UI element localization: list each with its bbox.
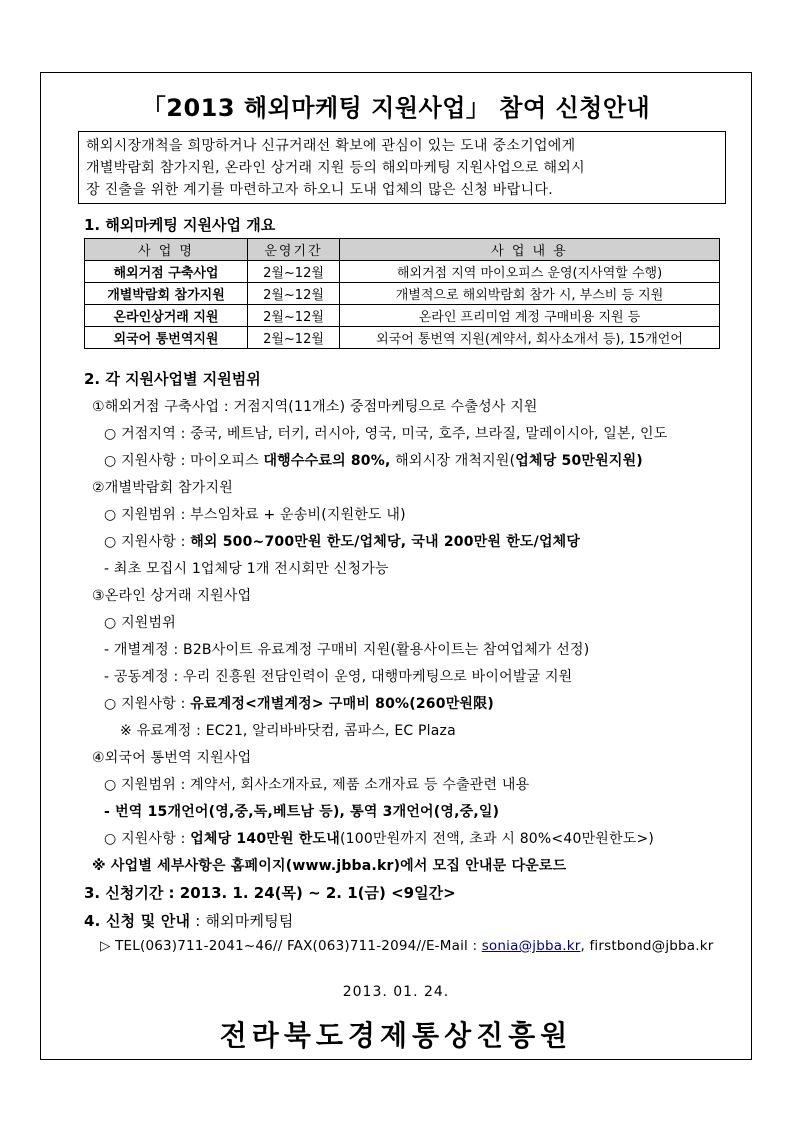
detail-line: - 번역 15개언어(영,중,독,베트남 등), 통역 3개언어(영,중,일) [104, 804, 500, 820]
program-content: 외국어 통번역 지원(계약서, 회사소개서 등), 15개언어 [340, 327, 720, 349]
detail-line [104, 828, 654, 848]
text-span: 해외시장 개척지원( [390, 453, 516, 469]
program-name: 해외거점 구축사업 [85, 261, 248, 283]
text-span: ○ 지원사항 : [104, 534, 191, 550]
intro-line: 장 진출을 위한 계기를 마련하고자 하오니 도내 업체의 많은 신청 바랍니다. [86, 182, 553, 198]
detail-line [104, 693, 494, 713]
program-name: 외국어 통번역지원 [85, 327, 248, 349]
program-content: 해외거점 지역 마이오피스 운영(지사역할 수행) [340, 261, 720, 283]
program-content: 온라인 프리미엄 계정 구매비용 지원 등 [340, 305, 720, 327]
section2-heading: 2. 각 지원사업별 지원범위 [84, 370, 261, 388]
column-header: 사 업 내 용 [340, 239, 720, 261]
subsection-title: ②개별박람회 참가지원 [92, 480, 233, 496]
detail-line: ※ 유료계정 : EC21, 알리바바닷컴, 콤파스, EC Plaza [120, 723, 456, 739]
subsection-title: ③온라인 상거래 지원사업 [92, 588, 252, 604]
detail-line: ○ 지원범위 [104, 615, 176, 631]
text-span: 업체당 140만원 한도내 [190, 831, 340, 847]
text-span: ○ 지원사항 : 마이오피스 [104, 453, 264, 469]
detail-line: - 최초 모집시 1업체당 1개 전시회만 신청가능 [104, 561, 389, 577]
table-row [85, 305, 720, 327]
text-span: 해외 500~700만원 한도/업체당, 국내 200만원 한도/업체당 [190, 534, 581, 550]
organization-name: 전라북도경제통상진흥원 [219, 1019, 573, 1052]
text-span: ▷ TEL(063)711-2041~46// FAX(063)711-2094//E-Mail : [100, 938, 482, 954]
program-period: 2월~12월 [248, 283, 340, 305]
text-span: (100만원까지 전액, 초과 시 80%<40만원한도>) [339, 831, 655, 847]
section3-heading: 3. 신청기간 : 2013. 1. 24(목) ~ 2. 1(금) <9일간> [84, 884, 456, 902]
column-header: 사 업 명 [85, 239, 248, 261]
detail-line [104, 531, 580, 551]
document-date: 2013. 01. 24. [342, 984, 450, 1000]
section1-heading: 1. 해외마케팅 지원사업 개요 [84, 216, 276, 234]
homepage-note: ※ 사업별 세부사항은 홈페이지(www.jbba.kr)에서 모집 안내문 다운로드 [92, 858, 567, 874]
subsection-title: ①해외거점 구축사업 : 거점지역(11개소) 중점마케팅으로 수출성사 지원 [92, 399, 538, 415]
detail-line: ○ 지원범위 : 계약서, 회사소개자료, 제품 소개자료 등 수출관련 내용 [104, 777, 530, 793]
text-span: 업체당 50만원지원) [515, 453, 643, 469]
text-span: : 해외마케팅팀 [190, 912, 294, 930]
text-span: ○ 지원사항 : [104, 696, 191, 712]
text-span: 4. 신청 및 안내 [84, 912, 191, 930]
detail-line [104, 450, 643, 470]
intro-box [78, 131, 726, 204]
subsection-title: ④외국어 통번역 지원사업 [92, 750, 252, 766]
text-span: , firstbond@jbba.kr [580, 938, 714, 954]
table-row [85, 327, 720, 349]
overview-table [84, 238, 720, 349]
table-row [85, 283, 720, 305]
table-row [85, 261, 720, 283]
text-span: 대행수수료의 80%, [263, 453, 391, 469]
program-content: 개별적으로 해외박람회 참가 시, 부스비 등 지원 [340, 283, 720, 305]
text-span: 유료계정<개별계정> 구매비 80%(260만원限) [190, 696, 494, 712]
detail-line: - 개별계정 : B2B사이트 유료계정 구매비 지원(활용사이트는 참여업체가 선정) [104, 642, 590, 658]
table-header-row [85, 239, 720, 261]
intro-line: 해외시장개척을 희망하거나 신규거래선 확보에 관심이 있는 도내 중소기업에게 [86, 138, 576, 154]
program-period: 2월~12월 [248, 261, 340, 283]
page-title: 「2013 해외마케팅 지원사업」 참여 신청안내 [141, 94, 651, 122]
email-link[interactable]: sonia@jbba.kr [481, 938, 581, 954]
text-span: ○ 지원사항 : [104, 831, 191, 847]
detail-line: ○ 지원범위 : 부스임차료 + 운송비(지원한도 내) [104, 507, 406, 523]
detail-line: ○ 거점지역 : 중국, 베트남, 터키, 러시아, 영국, 미국, 호주, 브라질, 말레이시아, 일본, 인도 [104, 426, 668, 442]
contact-line [100, 938, 714, 954]
program-period: 2월~12월 [248, 327, 340, 349]
program-name: 개별박람회 참가지원 [85, 283, 248, 305]
program-period: 2월~12월 [248, 305, 340, 327]
detail-line: - 공동계정 : 우리 진흥원 전담인력이 운영, 대행마케팅으로 바이어발굴 지원 [104, 669, 573, 685]
intro-line: 개별박람회 참가지원, 온라인 상거래 지원 등의 해외마케팅 지원사업으로 해외시 [86, 160, 585, 176]
program-name: 온라인상거래 지원 [85, 305, 248, 327]
column-header: 운영기간 [248, 239, 340, 261]
section4-heading [84, 910, 294, 931]
